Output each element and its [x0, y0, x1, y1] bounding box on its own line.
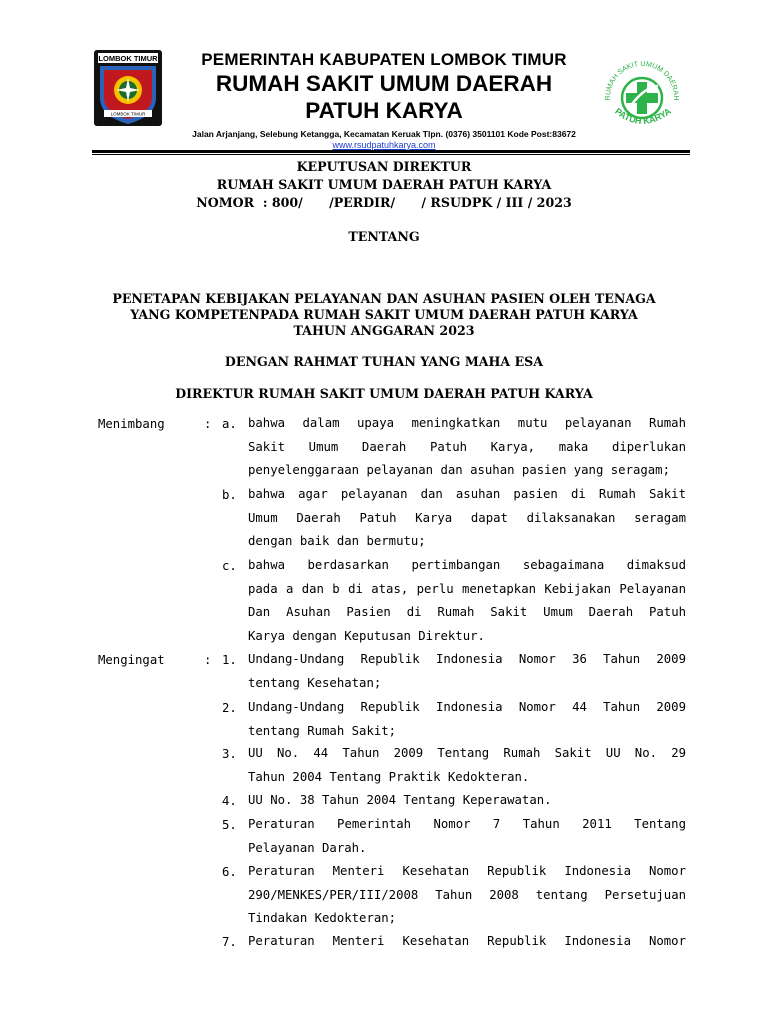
mengingat-item-5-mark: 5.: [222, 818, 237, 832]
hospital-name-line2: PATUH KARYA: [305, 98, 463, 123]
item-line: UU No. 44 Tahun 2009 Tentang Rumah Sakit UU No. 29: [248, 746, 686, 760]
mengingat-item-7-mark: 7.: [222, 935, 237, 949]
item-line: pada a dan b di atas, perlu menetapkan Kebijakan Pelayanan: [248, 581, 686, 596]
mengingat-item-3: [248, 742, 686, 789]
decree-subject-line3: TAHUN ANGGARAN 2023: [293, 323, 475, 338]
item-line: dengan baik dan bermutu;: [248, 534, 426, 548]
decree-about: TENTANG: [348, 229, 420, 244]
menimbang-item-a: [248, 412, 686, 483]
mengingat-item-7: [248, 930, 686, 954]
hospital-name-line1: RUMAH SAKIT UMUM DAERAH: [215, 71, 553, 96]
letterhead-rule-thick: [92, 150, 690, 153]
menimbang-label: Menimbang: [98, 417, 165, 431]
menimbang-item-c: [248, 554, 686, 648]
item-line: Peraturan Menteri Kesehatan Republik Indonesia Nomor: [248, 864, 686, 878]
item-line: penyelenggaraan pelayanan dan asuhan pasien yang seragam;: [248, 463, 670, 477]
menimbang-item-b-mark: b.: [222, 488, 237, 502]
item-line: bahwa agar pelayanan dan asuhan pasien di Rumah Sakit: [248, 487, 686, 501]
item-line: Undang-Undang Republik Indonesia Nomor 44 Tahun 2009: [248, 700, 686, 714]
mengingat-item-6: [248, 860, 686, 931]
item-line: Peraturan Pemerintah Nomor 7 Tahun 2011 Tentang: [248, 817, 686, 831]
mengingat-item-2-mark: 2.: [222, 701, 237, 715]
item-line: Sakit Umum Daerah Patuh Karya, maka diperlukan: [248, 439, 686, 454]
hospital-address: Jalan Arjanjang, Selebung Ketangga, Kecamatan Keruak Tlpn. (0376) 3501101 Kode Post:83672: [192, 129, 576, 139]
svg-text:LOMBOK TIMUR: LOMBOK TIMUR: [98, 54, 158, 63]
item-line: Undang-Undang Republik Indonesia Nomor 36 Tahun 2009: [248, 652, 686, 666]
mengingat-item-4: [248, 789, 686, 813]
item-line: Umum Daerah Patuh Karya dapat dilaksanakan seragam: [248, 510, 686, 525]
mengingat-label: Mengingat: [98, 653, 165, 667]
letterhead: [170, 50, 598, 151]
item-line: bahwa berdasarkan pertimbangan sebagaimana dimaksud: [248, 558, 686, 572]
hospital-website-link[interactable]: www.rsudpatuhkarya.com: [332, 140, 436, 150]
item-line: Dan Asuhan Pasien di Rumah Sakit Umum Daerah Patuh: [248, 605, 686, 619]
letterhead-rule-thin: [92, 154, 690, 155]
rsud-patuh-karya-logo: [596, 48, 688, 140]
decree-director: DIREKTUR RUMAH SAKIT UMUM DAERAH PATUH KARYA: [175, 386, 593, 401]
item-line: Pelayanan Darah.: [248, 840, 367, 855]
menimbang-item-a-mark: a.: [222, 417, 237, 431]
mengingat-item-1: [248, 648, 686, 695]
decree-subject-line1: PENETAPAN KEBIJAKAN PELAYANAN DAN ASUHAN PASIEN OLEH TENAGA: [112, 291, 656, 306]
menimbang-item-b: [248, 483, 686, 554]
mengingat-item-1-mark: 1.: [222, 653, 237, 667]
menimbang-item-c-mark: c.: [222, 559, 237, 573]
government-name: PEMERINTAH KABUPATEN LOMBOK TIMUR: [201, 50, 567, 69]
lombok-timur-crest-logo: [92, 48, 164, 128]
decree-blessing: DENGAN RAHMAT TUHAN YANG MAHA ESA: [224, 354, 544, 369]
menimbang-colon: :: [204, 417, 212, 431]
mengingat-item-4-mark: 4.: [222, 794, 237, 808]
item-line: tentang Rumah Sakit;: [248, 723, 397, 738]
mengingat-item-2: [248, 696, 686, 743]
item-line: UU No. 38 Tahun 2004 Tentang Keperawatan.: [248, 793, 552, 807]
item-line: tentang Kesehatan;: [248, 675, 382, 690]
decree-title-2: RUMAH SAKIT UMUM DAERAH PATUH KARYA: [216, 177, 552, 192]
item-line: Tindakan Kedokteran;: [248, 911, 397, 925]
decree-number: NOMOR : 800/ /PERDIR/ / RSUDPK / III / 2023: [196, 195, 572, 210]
decree-title-1: KEPUTUSAN DIREKTUR: [296, 159, 472, 174]
mengingat-item-6-mark: 6.: [222, 865, 237, 879]
svg-text:LOMBOK TIMUR: LOMBOK TIMUR: [110, 111, 146, 117]
mengingat-item-3-mark: 3.: [222, 747, 237, 761]
mengingat-colon: :: [204, 653, 212, 667]
item-line: Tahun 2004 Tentang Praktik Kedokteran.: [248, 769, 530, 784]
mengingat-item-5: [248, 813, 686, 860]
svg-text:RUMAH SAKIT UMUM DAERAH: RUMAH SAKIT UMUM DAERAH: [602, 58, 682, 101]
svg-text:PATUH KARYA: PATUH KARYA: [613, 105, 673, 127]
item-line: 290/MENKES/PER/III/2008 Tahun 2008 tentang Persetujuan: [248, 887, 686, 902]
item-line: bahwa dalam upaya meningkatkan mutu pelayanan Rumah: [248, 416, 686, 430]
decree-subject-line2: YANG KOMPETENPADA RUMAH SAKIT UMUM DAERAH PATUH KARYA: [130, 307, 638, 322]
item-line: Karya dengan Keputusan Direktur.: [248, 628, 485, 643]
item-line: Peraturan Menteri Kesehatan Republik Indonesia Nomor: [248, 934, 686, 948]
